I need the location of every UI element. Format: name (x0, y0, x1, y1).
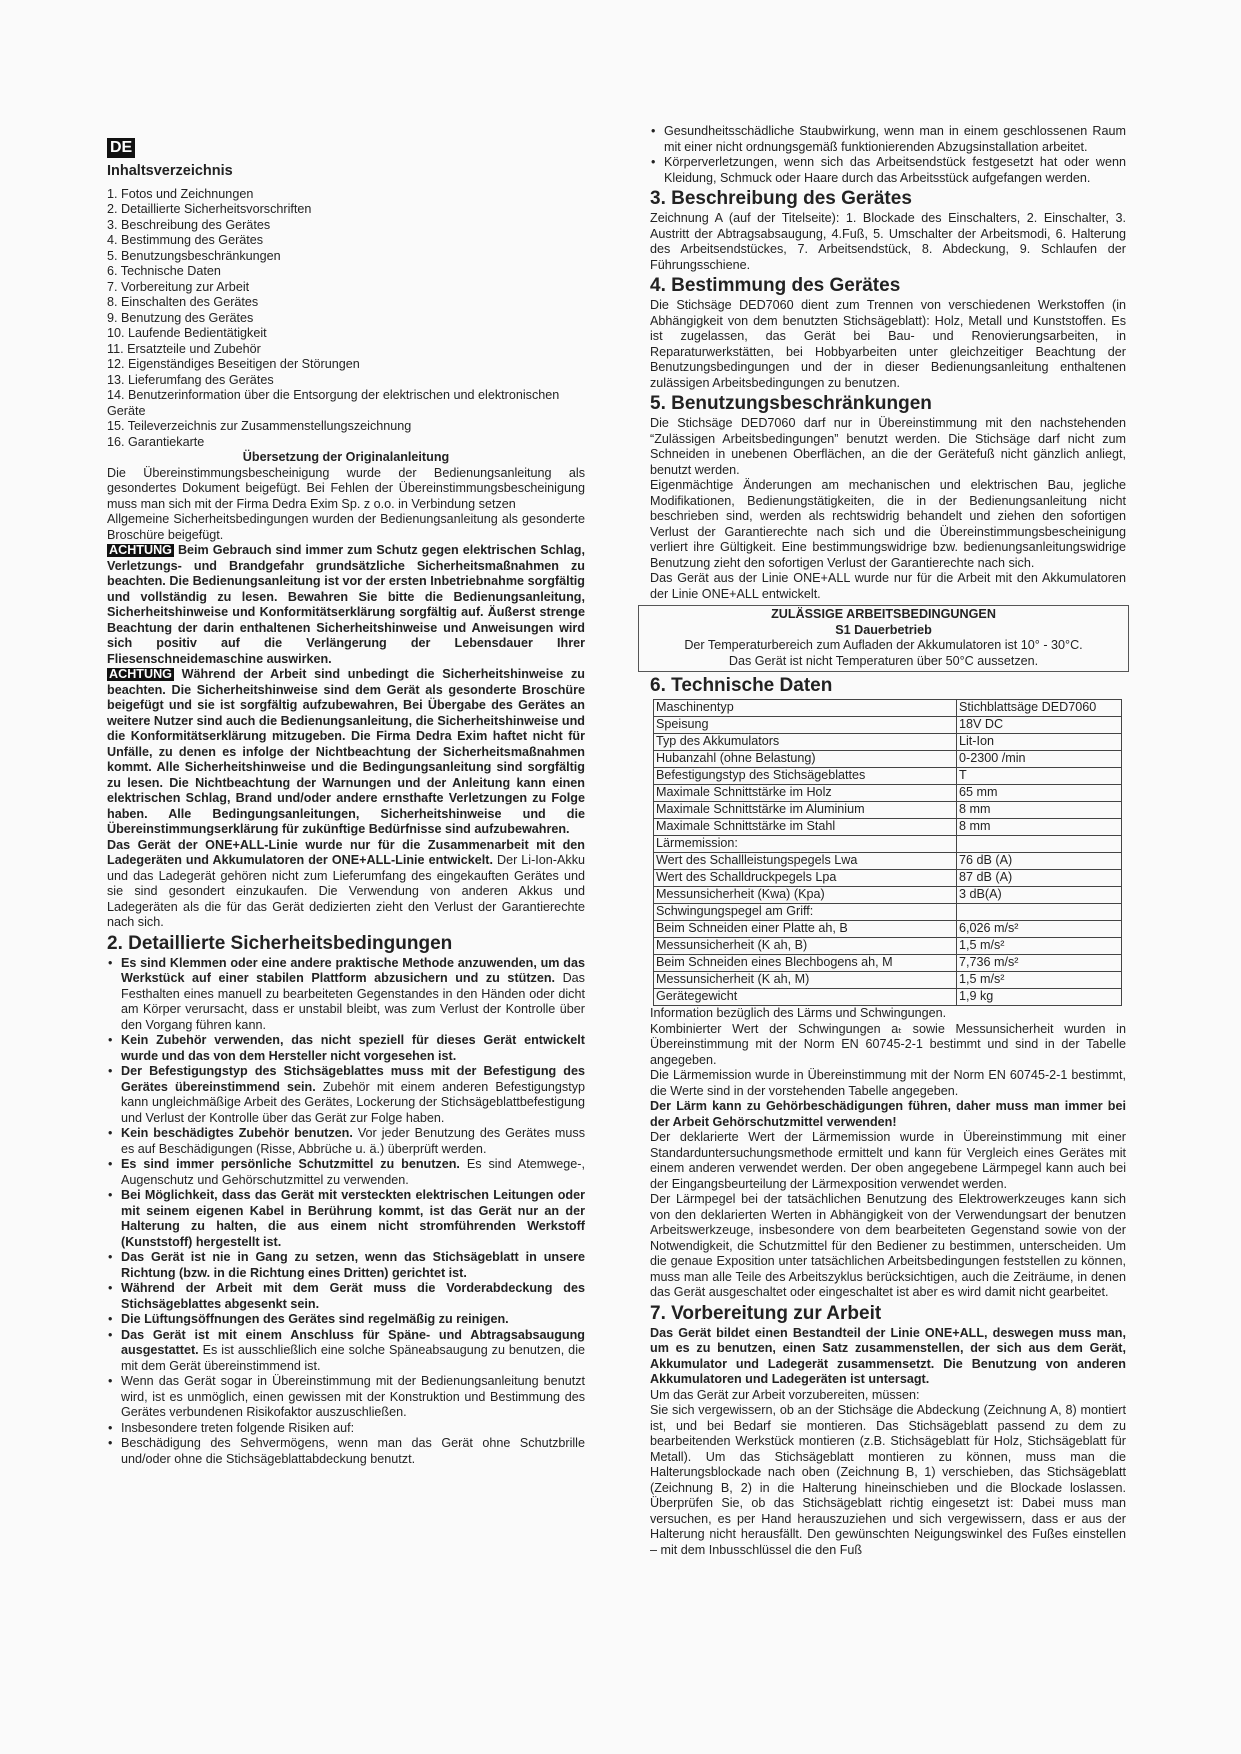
conditions-subtitle: S1 Dauerbetrieb (835, 622, 932, 637)
list-item (121, 1064, 585, 1126)
table-cell-parameter: Gerätegewicht (654, 989, 957, 1006)
list-item-bold: Das Gerät ist nie in Gang zu setzen, wenn das Stichsägeblatt in unsere Richtung (bzw. in die Richtung eines Dritten) gerichtet ist. (121, 1250, 585, 1280)
table-row (654, 717, 1122, 734)
list-item-text: Beschädigung des Sehvermögens, wenn man das Gerät ohne Schutzbrille und/oder ohne die Stichsägeblattabdeckung benutzt. (121, 1436, 585, 1466)
table-row (654, 836, 1122, 853)
table-cell-parameter: Befestigungstyp des Stichsägeblattes (654, 768, 957, 785)
conditions-box (638, 605, 1129, 672)
table-cell-parameter: Beim Schneiden eines Blechbogens ah, M (654, 955, 957, 972)
table-row (654, 853, 1122, 870)
table-cell-value (957, 836, 1122, 853)
table-cell-value: 87 dB (A) (957, 870, 1122, 887)
table-cell-value: 6,026 m/s² (957, 921, 1122, 938)
table-cell-value: 7,736 m/s² (957, 955, 1122, 972)
table-cell-parameter: Maximale Schnittstärke im Holz (654, 785, 957, 802)
table-cell-parameter: Messunsicherheit (Kwa) (Kpa) (654, 887, 957, 904)
conditions-title: ZULÄSSIGE ARBEITSBEDINGUNGEN (771, 607, 996, 621)
conditions-line-1: Der Temperaturbereich zum Aufladen der Akkumulatoren ist 10° - 30°C. (684, 638, 1083, 652)
table-row (654, 870, 1122, 887)
intro-paragraph-1: Die Übereinstimmungsbescheinigung wurde der Bedienungsanleitung als gesondertes Dokument beigefügt. Bei Fehlen der Übereinstimmungsbescheinigung muss man sich mit der Firma Dedra Exim Sp. z o.o. in Verbindung setzen (107, 465, 585, 511)
table-row (654, 887, 1122, 904)
table-cell-value: T (957, 768, 1122, 785)
list-item (121, 1188, 585, 1250)
list-item-bold: Der Befestigungstyp des Stichsägeblattes muss mit der Befestigung des Gerätes übereinstimmend sein. (121, 1064, 585, 1094)
list-item-bold: Es sind immer persönliche Schutzmittel zu benutzen. (121, 1157, 460, 1171)
list-item-text: Es sind Atemwege-, Augenschutz und Gehörschutzmittel zu verwenden. (121, 1157, 585, 1187)
section-7-title: 7. Vorbereitung zur Arbeit (650, 1302, 882, 1324)
list-item (121, 1250, 585, 1281)
table-cell-parameter: Wert des Schallleistungspegels Lwa (654, 853, 957, 870)
table-cell-value: Lit-Ion (957, 734, 1122, 751)
section-5-title: 5. Benutzungsbeschränkungen (650, 393, 932, 414)
list-item (121, 1033, 585, 1064)
list-item (121, 1328, 585, 1375)
table-cell-parameter: Speisung (654, 717, 957, 734)
table-cell-parameter: Wert des Schalldruckpegels Lpa (654, 870, 957, 887)
table-cell-value: 76 dB (A) (957, 853, 1122, 870)
section-3-text: Zeichnung A (auf der Titelseite): 1. Blockade des Einschalters, 2. Einschalter, 3. Austritt der Abtragsabsaugung, 4.Fuß, 5. Umschalter der Arbeitsmodi, 6. Halterung des Arbeitsendstückes, 7. Arbeitsendstück, 8. Abdeckung, 9. Schlaufen der Führungsschiene. (650, 211, 1126, 272)
list-item-bold: Kein beschädigtes Zubehör benutzen. (121, 1126, 353, 1140)
left-column (107, 124, 585, 1467)
list-item-text: Es ist ausschließlich eine solche Späneabsaugung zu benutzen, die mit dem Gerät übereinstimmend ist. (121, 1343, 585, 1373)
toc-item: 15. Teileverzeichnis zur Zusammenstellungszeichnung (107, 419, 412, 433)
table-row (654, 734, 1122, 751)
list-item (121, 1157, 585, 1188)
section-3-title: 3. Beschreibung des Gerätes (650, 188, 912, 209)
list-item-text: Vor jeder Benutzung des Gerätes muss es auf Beschädigungen (Risse, Abbrüche u. ä.) überprüft werden. (121, 1126, 585, 1156)
warning-2 (107, 667, 585, 838)
warning-2-text: Während der Arbeit sind unbedingt die Sicherheitshinweise zu beachten. Die Sicherheitshinweise sind dem Gerät als gesonderte Broschüre beigefügt und sie ist sorgfältig aufzubewahren, Bei Übergabe des Gerätes an weitere Nutzer sind auch die Bedienungsanleitung, die Sicherheitshinweise und die Konformitätserklärung mitzugeben. Die Firma Dedra Exim haftet nicht für Unfälle, zu denen es infolge der Nichtbeachtung der Sicherheitsmaßnahmen kommt. Alle Sicherheitshinweise und die Bedingungsanleitung sind sorgfältig zu lesen. Die Nichtbeachtung der Warnungen und der Anleitung kann einen elektrischen Schlag, Brand und/oder andere ernsthafte Verletzungen zu Folge haben. Alle Bedingungsanleitungen, Sicherheitshinweise und die Übereinstimmungserklärung für zukünftige Bedürfnisse sind aufzubewahren. (107, 667, 585, 836)
toc-item: 13. Lieferumfang des Gerätes (107, 372, 274, 387)
table-cell-value: 0-2300 /min (957, 751, 1122, 768)
list-item-bold: Das Gerät ist mit einem Anschluss für Späne- und Abtragsabsaugung ausgestattet. (121, 1327, 585, 1357)
list-item (121, 1421, 585, 1437)
toc-item: 9. Benutzung des Gerätes (107, 310, 254, 325)
toc-item: 8. Einschalten des Gerätes (107, 295, 259, 309)
list-item-bold: Kein Zubehör verwenden, das nicht speziell für dieses Gerät entwickelt wurde und das von dem Hersteller nicht vorgesehen ist. (121, 1033, 585, 1063)
section-6-paragraph-1: Information bezüglich des Lärms und Schwingungen. (650, 1006, 947, 1020)
list-item-bold: Es sind Klemmen oder eine andere praktische Methode anzuwenden, um das Werkstück auf einer stabilen Plattform abzusichern und zu stützen. (121, 955, 585, 985)
table-cell-parameter: Schwingungspegel am Griff: (654, 904, 957, 921)
table-cell-parameter: Typ des Akkumulators (654, 734, 957, 751)
section-5-paragraph-2: Eigenmächtige Änderungen am mechanischen und elektrischen Bau, jegliche Modifikationen, Bedienungstätigkeiten, die in der Bedienungsanleitung nicht beschrieben sind, werden als rechtswidrig behandelt und ziehen den sofortigen Verlust der Garantierechte nach sich und die Übereinstimmungsbescheinigung verliert ihre Gültigkeit. Eine bestimmungswidrige bzw. bedienungsanleitungswidrige Benutzung zieht den sofortigen Verlust der Garantierechte nach sich. (650, 478, 1126, 570)
table-cell-value: 3 dB(A) (957, 887, 1122, 904)
toc-item: 10. Laufende Bedientätigkeit (107, 326, 267, 340)
list-item-text: Zubehör mit einem anderen Befestigungstyp kann ungleichmäßige Arbeit des Gerätes, Lockerung der Stichsägeblattbefestigung und Verlust der Kontrolle über das Gerät zur Folge haben. (121, 1079, 585, 1125)
table-cell-parameter: Messunsicherheit (K ah, B) (654, 938, 957, 955)
list-item-bold: Während der Arbeit mit dem Gerät muss die Vorderabdeckung des Stichsägeblattes abgesenkt sein. (121, 1281, 585, 1311)
technical-data-table (653, 699, 1122, 1006)
intro-paragraph-3-bold: Das Gerät der ONE+ALL-Linie wurde nur für die Zusammenarbeit mit den Ladegeräten und Akkumulatoren der ONE+ALL-Linie entwickelt. (107, 837, 585, 867)
toc-item: 16. Garantiekarte (107, 434, 205, 449)
table-cell-parameter: Messunsicherheit (K ah, M) (654, 972, 957, 989)
table-row (654, 819, 1122, 836)
list-item (121, 956, 585, 1034)
toc-item: 12. Eigenständiges Beseitigen der Störungen (107, 357, 360, 371)
section-6-paragraph-6: Der Lärmpegel bei der tatsächlichen Benutzung des Elektrowerkzeuges kann sich von den deklarierten Werten in Abhängigkeit von der Verwendungsart der benutzen Arbeitswerkzeuge, insbesondere von dem bearbeiteten Gegenstand sowie von der Notwendigkeit, die Schutzmittel für den Bediener zu bestimmen, unterscheiden. Um die genaue Exposition unter tatsächlichen Arbeitsbedingungen feststellen zu können, muss man alle Teile des Arbeitszyklus berücksichtigen, auch die Zeiträume, in denen das Gerät ausgeschaltet oder eingeschaltet ist aber es wird damit nicht gearbeitet. (650, 1192, 1126, 1299)
table-cell-value: 65 mm (957, 785, 1122, 802)
section-6-noise-warning: Der Lärm kann zu Gehörbeschädigungen führen, daher muss man immer bei der Arbeit Gehörschutzmittel verwenden! (650, 1099, 1126, 1129)
table-cell-value: 18V DC (957, 717, 1122, 734)
section-6-title: 6. Technische Daten (650, 675, 833, 696)
table-cell-value (957, 904, 1122, 921)
table-cell-value: 1,5 m/s² (957, 938, 1122, 955)
list-item-text: Wenn das Gerät sogar in Übereinstimmung mit der Bedienungsanleitung benutzt wird, ist es unmöglich, einen gewissen mit der Konstruktion und Bestimmung des Gerätes verbundenen Risikofaktor auszuschließen. (121, 1374, 585, 1419)
toc-item: 6. Technische Daten (107, 264, 221, 278)
table-cell-parameter: Maschinentyp (654, 700, 957, 717)
table-row (654, 972, 1122, 989)
table-row (654, 904, 1122, 921)
table-cell-parameter: Hubanzahl (ohne Belastung) (654, 751, 957, 768)
section-5-paragraph-1: Die Stichsäge DED7060 darf nur in Übereinstimmung mit den nachstehenden “Zulässigen Arbeitsbedingungen” benutzt werden. Die Stichsäge darf nicht zum Schneiden in unebenen Oberflächen, an die der Gerätefuß nicht gänzlich anliegt, benutzt werden. (650, 416, 1126, 477)
intro-paragraph-2: Allgemeine Sicherheitsbedingungen wurden der Bedienungsanleitung als gesonderte Broschüre beigefügt. (107, 512, 585, 542)
list-item (121, 1312, 585, 1328)
conditions-line-2: Das Gerät ist nicht Temperaturen über 50°C aussetzen. (728, 653, 1039, 668)
list-item (121, 1281, 585, 1312)
section-6-paragraph-2: Kombinierter Wert der Schwingungen aₜ sowie Messunsicherheit wurden in Übereinstimmung mit der Norm EN 60745-2-1 bestimmt und sind in der Tabelle angegeben. (650, 1021, 1126, 1067)
list-item: • Körperverletzungen, wenn sich das Arbeitsendstück festgesetzt hat oder wenn Kleidung, Schmuck oder Haare durch das Arbeitsstück aufgefangen werden. (664, 155, 1126, 186)
warning-label: ACHTUNG (109, 667, 172, 681)
table-row (654, 955, 1122, 972)
table-row (654, 785, 1122, 802)
list-item (121, 1436, 585, 1467)
toc-item: 7. Vorbereitung zur Arbeit (107, 279, 250, 294)
list-item-bold: Bei Möglichkeit, dass das Gerät mit versteckten elektrischen Leitungen oder mit seinem eigenen Kabel in Berührung kommt, ist das Gerät nur an der Halterung zu halten, die aus einem nicht stromführenden Werkstoff (Kunststoff) hergestellt ist. (121, 1188, 585, 1249)
section-6-paragraph-3: Die Lärmemission wurde in Übereinstimmung mit der Norm EN 60745-2-1 bestimmt, die Werte sind in der vorstehenden Tabelle angegeben. (650, 1068, 1126, 1098)
toc-title: Inhaltsverzeichnis (107, 163, 233, 179)
section-2-list (107, 956, 585, 1468)
table-row (654, 989, 1122, 1006)
toc-item: 1. Fotos und Zeichnungen (107, 186, 254, 201)
table-row (654, 768, 1122, 785)
table-cell-parameter: Maximale Schnittstärke im Aluminium (654, 802, 957, 819)
language-badge: DE (107, 138, 135, 158)
list-item (121, 1126, 585, 1157)
list-item-text: Insbesondere treten folgende Risiken auf: (121, 1420, 355, 1435)
toc-item: 11. Ersatzteile und Zubehör (107, 341, 261, 356)
table-cell-value: Stichblattsäge DED7060 (957, 700, 1122, 717)
table-row (654, 921, 1122, 938)
toc-item: 3. Beschreibung des Gerätes (107, 217, 271, 232)
intro-paragraph-3-rest: Der Li-Ion-Akku und das Ladegerät gehören nicht zum Lieferumfang des eingekauften Gerätes und sie sind gesondert einzukaufen. Die Verwendung von anderen Akkus und Ladegeräten als die für das Gerät dedizierten zieht den Verlust der Garantierechte nach sich. (107, 853, 585, 929)
section-4-text: Die Stichsäge DED7060 dient zum Trennen von verschiedenen Werkstoffen (in Abhängigkeit von dem benutzten Stichsägeblatt): Holz, Metall und Kunststoffen. Es ist zugelassen, das Gerät bei Bau- und Renovierungsarbeiten, in Reparaturwerkstätten, bei Hobbyarbeiten unter gleichzeitiger Beachtung der Benutzungsbedingungen und der in dieser Bedienungsanleitung enthaltenen zulässigen Arbeitsbedingungen zu benutzen. (650, 298, 1126, 390)
intro-paragraph-3 (107, 838, 585, 931)
warning-1 (107, 543, 585, 667)
section-2-list-continued (650, 124, 1126, 186)
section-7-paragraph-2: Um das Gerät zur Arbeit vorzubereiten, müssen: (650, 1387, 920, 1402)
table-row (654, 938, 1122, 955)
table-cell-value: 8 mm (957, 802, 1122, 819)
table-row (654, 802, 1122, 819)
list-item-bold: Die Lüftungsöffnungen des Gerätes sind regelmäßig zu reinigen. (121, 1312, 509, 1326)
toc-item: 5. Benutzungsbeschränkungen (107, 248, 281, 263)
list-item (121, 1374, 585, 1421)
warning-1-text: Beim Gebrauch sind immer zum Schutz gegen elektrischen Schlag, Verletzungs- und Brandgefahr grundsätzliche Sicherheitsmaßnahmen zu beachten. Die Bedienungsanleitung ist vor der ersten Inbetriebnahme sorgfältig und vollständig zu lesen. Bewahren Sie bitte die Bedienungsanleitung, Sicherheitshinweise und Konformitätserklärung sorgfältig auf. Äußerst strenge Beachtung der darin enthaltenen Sicherheitshinweise und Anweisungen wird sich positiv auf die Verlängerung der Lebensdauer Ihrer Fliesenschneidemaschine auswirken. (107, 543, 585, 666)
section-4-title: 4. Bestimmung des Gerätes (650, 275, 901, 296)
table-cell-value: 8 mm (957, 819, 1122, 836)
list-item-text: Das Festhalten eines manuell zu bearbeiteten Gegenstandes in den Händen oder dicht am Körper verursacht, dass er unstabil bleibt, was zum Verlust der Kontrolle über den Vorgang führen kann. (121, 971, 585, 1032)
table-row (654, 700, 1122, 717)
list-item: • Gesundheitsschädliche Staubwirkung, wenn man in einem geschlossenen Raum mit einer nicht ordnungsgemäß funktionierenden Abzugsinstallation arbeitet. (664, 124, 1126, 155)
toc-item: 4. Bestimmung des Gerätes (107, 233, 264, 247)
section-7-paragraph-3: Sie sich vergewissern, ob an der Stichsäge die Abdeckung (Zeichnung A, 8) montiert ist, und bei Bedarf sie montieren. Das Stichsägeblatt passend zu dem zu bearbeitenden Werkstück montieren (z.B. Stichsägeblatt für Holz, Stichsägeblatt für Metall). Um das Stichsägeblatt montieren zu können, muss man die Halterungsblockade nach oben (Zeichnung B, 1) verschieben, das Stichsägeblatt (Zeichnung B, 2) in die Halterung hineinschieben und die Blockade loslassen. Überprüfen Sie, ob das Stichsägeblatt richtig eingesetzt ist: Dabei muss man versuchen, es per Hand herauszuziehen und sich vergewissern, dass er aus der Halterung nicht herausfällt. Den gewünschten Neigungswinkel des Fußes einstellen – mit dem Inbusschlüssel die den Fuß (650, 1403, 1126, 1557)
translation-title: Übersetzung der Originalanleitung (242, 450, 450, 464)
table-cell-value: 1,5 m/s² (957, 972, 1122, 989)
toc-item: 14. Benutzerinformation über die Entsorgung der elektrischen und elektronischen Geräte (107, 388, 560, 418)
section-2-title: 2. Detaillierte Sicherheitsbedingungen (107, 932, 453, 954)
table-row (654, 751, 1122, 768)
table-cell-parameter: Beim Schneiden einer Platte ah, B (654, 921, 957, 938)
section-7-paragraph-1: Das Gerät bildet einen Bestandteil der Linie ONE+ALL, deswegen muss man, um es zu benutzen, einen Satz zusammenstellen, der sich aus dem Gerät, Akkumulator und Ladegerät zusammensetzt. Die Benutzung von anderen Akkumulatoren und Ladegeräten ist untersagt. (650, 1325, 1126, 1386)
section-6-paragraph-5: Der deklarierte Wert der Lärmemission wurde in Übereinstimmung mit einer Standarduntersuchungsmethode ermittelt und kann für Vergleich eines Gerätes mit einem anderen verwendet werden. Der oben angegebene Lärmpegel kann auch bei der Eingangsbeurteilung der Lärmexposition verwendet werden. (650, 1130, 1126, 1191)
warning-label: ACHTUNG (109, 543, 172, 557)
section-5-paragraph-3: Das Gerät aus der Linie ONE+ALL wurde nur für die Arbeit mit den Akkumulatoren der Linie ONE+ALL entwickelt. (650, 571, 1126, 601)
table-cell-parameter: Maximale Schnittstärke im Stahl (654, 819, 957, 836)
toc-list (107, 187, 585, 451)
toc-item: 2. Detaillierte Sicherheitsvorschriften (107, 202, 312, 216)
right-column (650, 124, 1126, 1558)
table-cell-value: 1,9 kg (957, 989, 1122, 1006)
table-cell-parameter: Lärmemission: (654, 836, 957, 853)
